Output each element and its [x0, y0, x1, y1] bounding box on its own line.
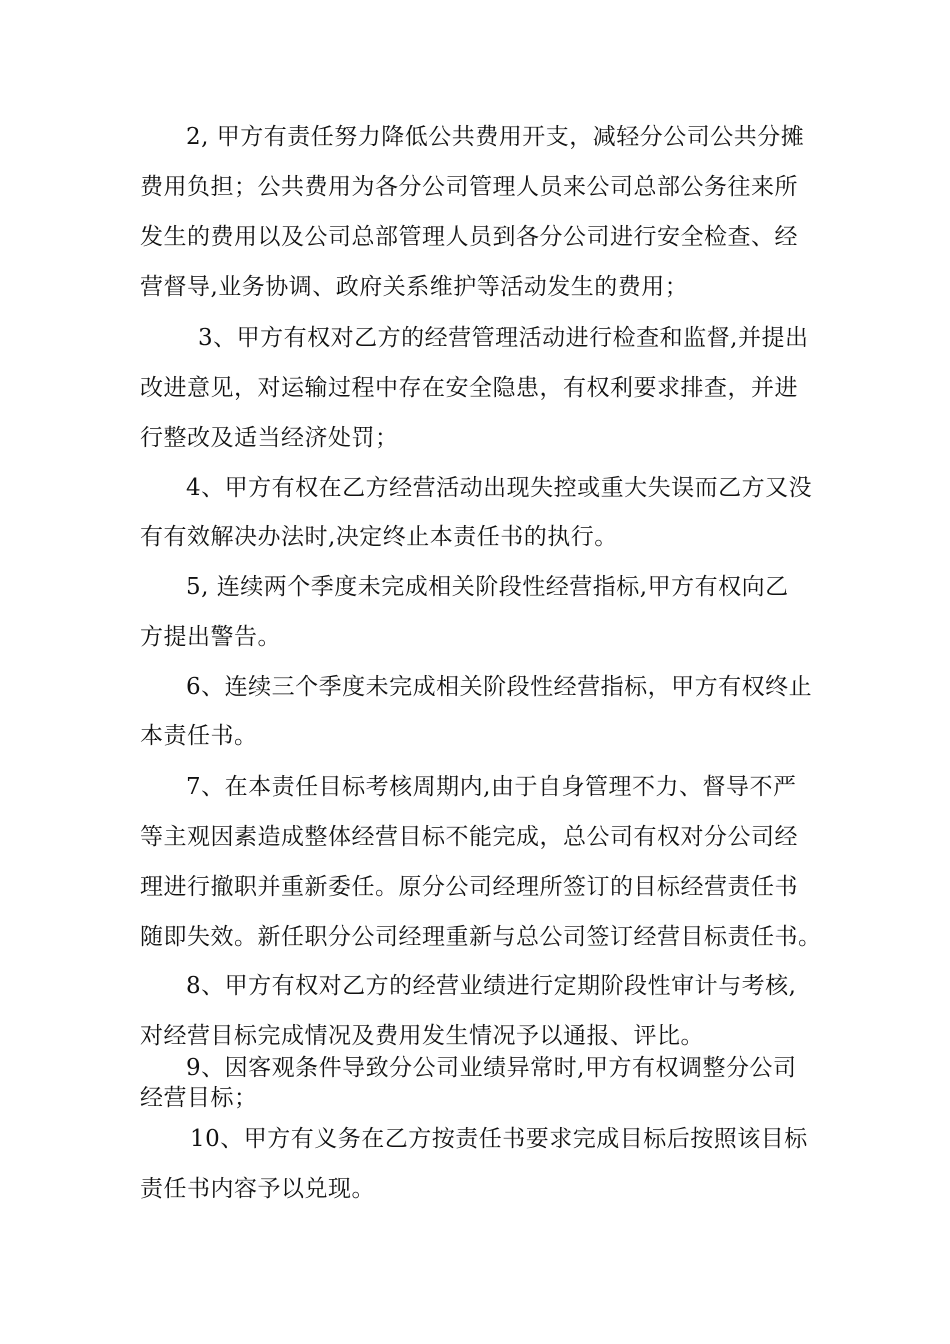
paragraph-4-line-1: 5, 连续两个季度未完成相关阶段性经营指标,甲方有权向乙 — [186, 574, 789, 600]
paragraph-2-line-2: 改进意见，对运输过程中存在安全隐患，有权利要求排查，并进 — [140, 375, 798, 401]
paragraph-1-line-1: 2, 甲方有责任努力降低公共费用开支，减轻分公司公共分摊 — [186, 124, 805, 150]
paragraph-1-line-2: 费用负担；公共费用为各分公司管理人员来公司总部公务往来所 — [140, 174, 798, 200]
paragraph-9-line-2: 责任书内容予以兑现。 — [140, 1176, 375, 1202]
paragraph-8-line-2: 经营目标； — [140, 1085, 258, 1111]
paragraph-7-line-1: 8、甲方有权对乙方的经营业绩进行定期阶段性审计与考核, — [186, 973, 797, 999]
paragraph-6-line-4: 随即失效。新任职分公司经理重新与总公司签订经营目标责任书。 — [140, 924, 822, 950]
paragraph-4-line-2: 方提出警告。 — [140, 624, 281, 650]
paragraph-8-line-1: 9、因客观条件导致分公司业绩异常时,甲方有权调整分公司 — [186, 1055, 797, 1081]
paragraph-6-line-1: 7、在本责任目标考核周期内,由于自身管理不力、督导不严 — [186, 774, 797, 800]
paragraph-3-line-2: 有有效解决办法时,决定终止本责任书的执行。 — [140, 524, 618, 550]
paragraph-5-line-2: 本责任书。 — [140, 723, 258, 749]
paragraph-1-line-3: 发生的费用以及公司总部管理人员到各分公司进行安全检查、经 — [140, 224, 798, 250]
paragraph-9-line-1: 10、甲方有义务在乙方按责任书要求完成目标后按照该目标 — [190, 1126, 808, 1152]
paragraph-6-line-3: 理进行撤职并重新委任。原分公司经理所签订的目标经营责任书 — [140, 874, 798, 900]
paragraph-6-line-2: 等主观因素造成整体经营目标不能完成，总公司有权对分公司经 — [140, 824, 798, 850]
paragraph-2-line-3: 行整改及适当经济处罚； — [140, 425, 399, 451]
paragraph-7-line-2: 对经营目标完成情况及费用发生情况予以通报、评比。 — [140, 1023, 704, 1049]
paragraph-5-line-1: 6、连续三个季度未完成相关阶段性经营指标，甲方有权终止 — [186, 674, 813, 700]
paragraph-3-line-1: 4、甲方有权在乙方经营活动出现失控或重大失误而乙方又没 — [186, 475, 813, 501]
paragraph-2-line-1: 3、甲方有权对乙方的经营管理活动进行检查和监督,并提出 — [198, 325, 809, 351]
paragraph-1-line-4: 营督导,业务协调、政府关系维护等活动发生的费用； — [140, 274, 689, 300]
